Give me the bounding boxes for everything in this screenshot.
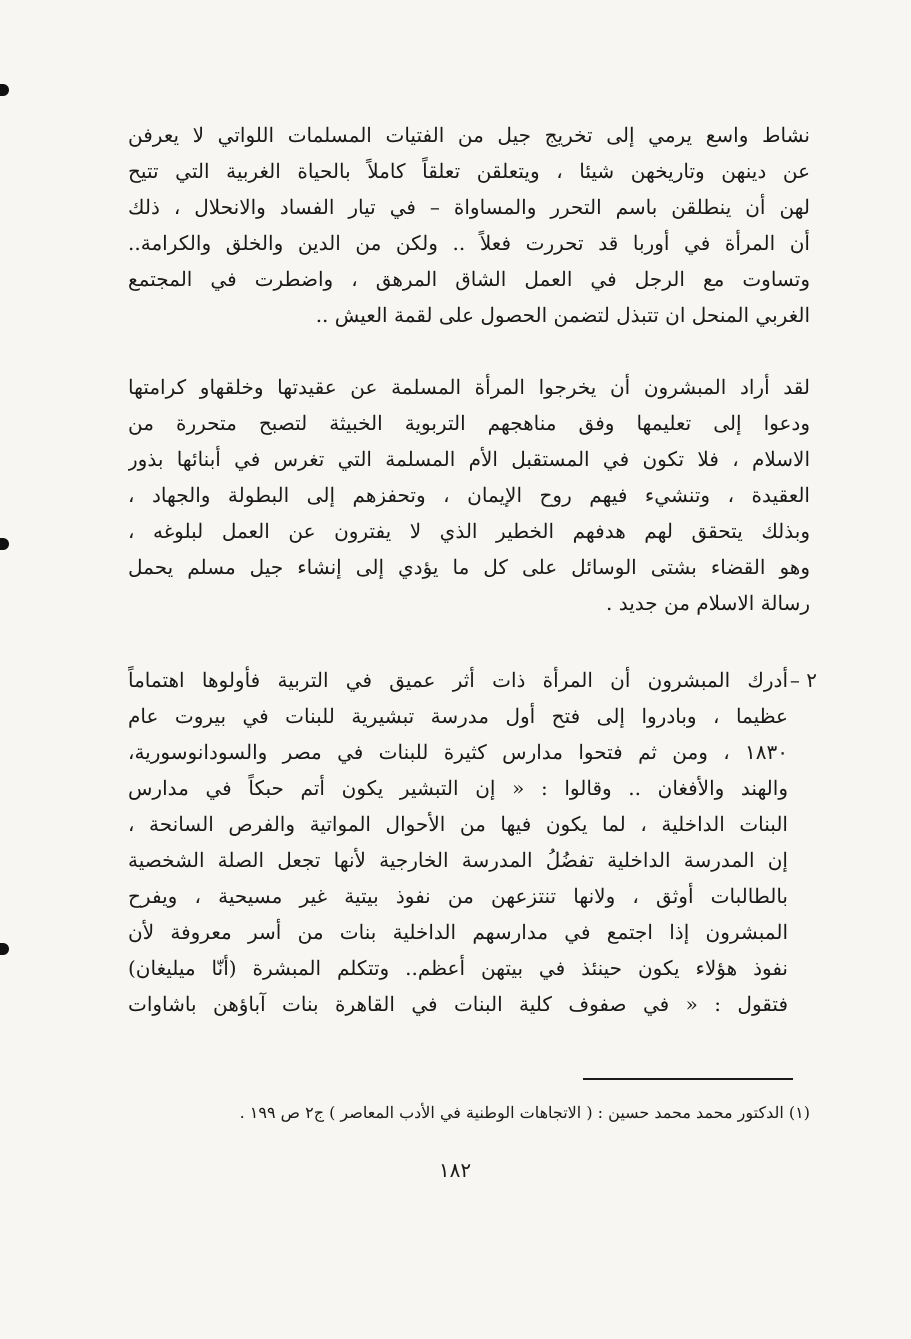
- text-line: نفوذ هؤلاء يكون حينئذ في بيتهن أعظم.. وتتكلم المبشرة (أنّا ميليغان): [128, 956, 788, 980]
- text-line: العقيدة ، وتنشيء فيهم روح الإيمان ، وتحفزهم إلى البطولة والجهاد ،: [128, 483, 810, 507]
- text-line: فتقول : « في صفوف كلية البنات في القاهرة بنات آباؤهن باشاوات: [128, 992, 788, 1016]
- item-number: ٢ –: [789, 668, 817, 692]
- text-line: عظيما ، وبادروا إلى فتح أول مدرسة تبشيرية للبنات في بيروت عام: [128, 704, 788, 728]
- scan-edge-mark: [0, 84, 9, 96]
- text-line: المبشرون إذا اجتمع في مدارسهم الداخلية بنات من أسر معروفة لأن: [128, 920, 788, 944]
- page-number: ١٨٢: [438, 1158, 472, 1182]
- scan-edge-mark: [0, 538, 9, 550]
- text-line: ودعوا إلى تعليمها وفق مناهجهم التربوية الخبيثة لتصبح متحررة من: [128, 411, 810, 435]
- footnote-divider: [583, 1078, 793, 1080]
- text-line: رسالة الاسلام من جديد .: [605, 591, 810, 615]
- text-line: والهند والأفغان .. وقالوا : « إن التبشير يكون أتم حبكاً في مدارس: [128, 776, 788, 800]
- text-line: لقد أراد المبشرون أن يخرجوا المرأة المسلمة عن عقيدتها وخلقهاو كرامتها: [128, 375, 810, 399]
- text-line: بالطالبات أوثق ، ولانها تنتزعهن من نفوذ بيتية غير مسيحية ، ويفرح: [128, 884, 788, 908]
- text-line: ١٨٣٠ ، ومن ثم فتحوا مدارس كثيرة للبنات في مصر والسودانوسورية،: [128, 740, 788, 764]
- text-line: لهن أن ينطلقن باسم التحرر والمساواة – في تيار الفساد والانحلال ، ذلك: [128, 195, 810, 219]
- scan-edge-mark: [0, 943, 9, 955]
- text-line: وبذلك يتحقق لهم هدفهم الخطير الذي لا يفترون عن العمل لبلوغه ،: [128, 519, 810, 543]
- text-line: وتساوت مع الرجل في العمل الشاق المرهق ، واضطرت في المجتمع: [128, 267, 810, 291]
- paragraph-2: [128, 369, 810, 621]
- text-line: الاسلام ، فلا تكون في المستقبل الأم المسلمة التي تغرس في أبنائها بذور: [128, 447, 810, 471]
- text-line: أن المرأة في أوربا قد تحررت فعلاً .. ولكن من الدين والخلق والكرامة..: [128, 231, 810, 255]
- text-line: نشاط واسع يرمي إلى تخريج جيل من الفتيات المسلمات اللواتي لا يعرفن: [128, 123, 810, 147]
- text-line: عن دينهن وتاريخهن شيئا ، ويتعلقن تعلقاً كاملاً بالحياة الغربية التي تتيح: [128, 159, 810, 183]
- text-line: إن المدرسة الداخلية تفضُلُ المدرسة الخارجية لأنها تجعل الصلة الشخصية: [128, 848, 788, 872]
- footnote: (١) الدكتور محمد محمد حسين : ( الاتجاهات الوطنية في الأدب المعاصر ) ج٢ ص ١٩٩ .: [239, 1103, 810, 1122]
- text-line: وهو القضاء بشتى الوسائل على كل ما يؤدي إلى إنشاء جيل مسلم يحمل: [128, 555, 810, 579]
- text-line: البنات الداخلية ، لما يكون فيها من الأحوال المواتية والفرص السانحة ،: [128, 812, 788, 836]
- text-line: الغربي المنحل ان تتبذل لتضمن الحصول على لقمة العيش ..: [315, 303, 810, 327]
- paragraph-item-2: [128, 662, 788, 1022]
- paragraph-1: [128, 117, 810, 333]
- text-line: أدرك المبشرون أن المرأة ذات أثر عميق في التربية فأولوها اهتماماً: [128, 668, 788, 692]
